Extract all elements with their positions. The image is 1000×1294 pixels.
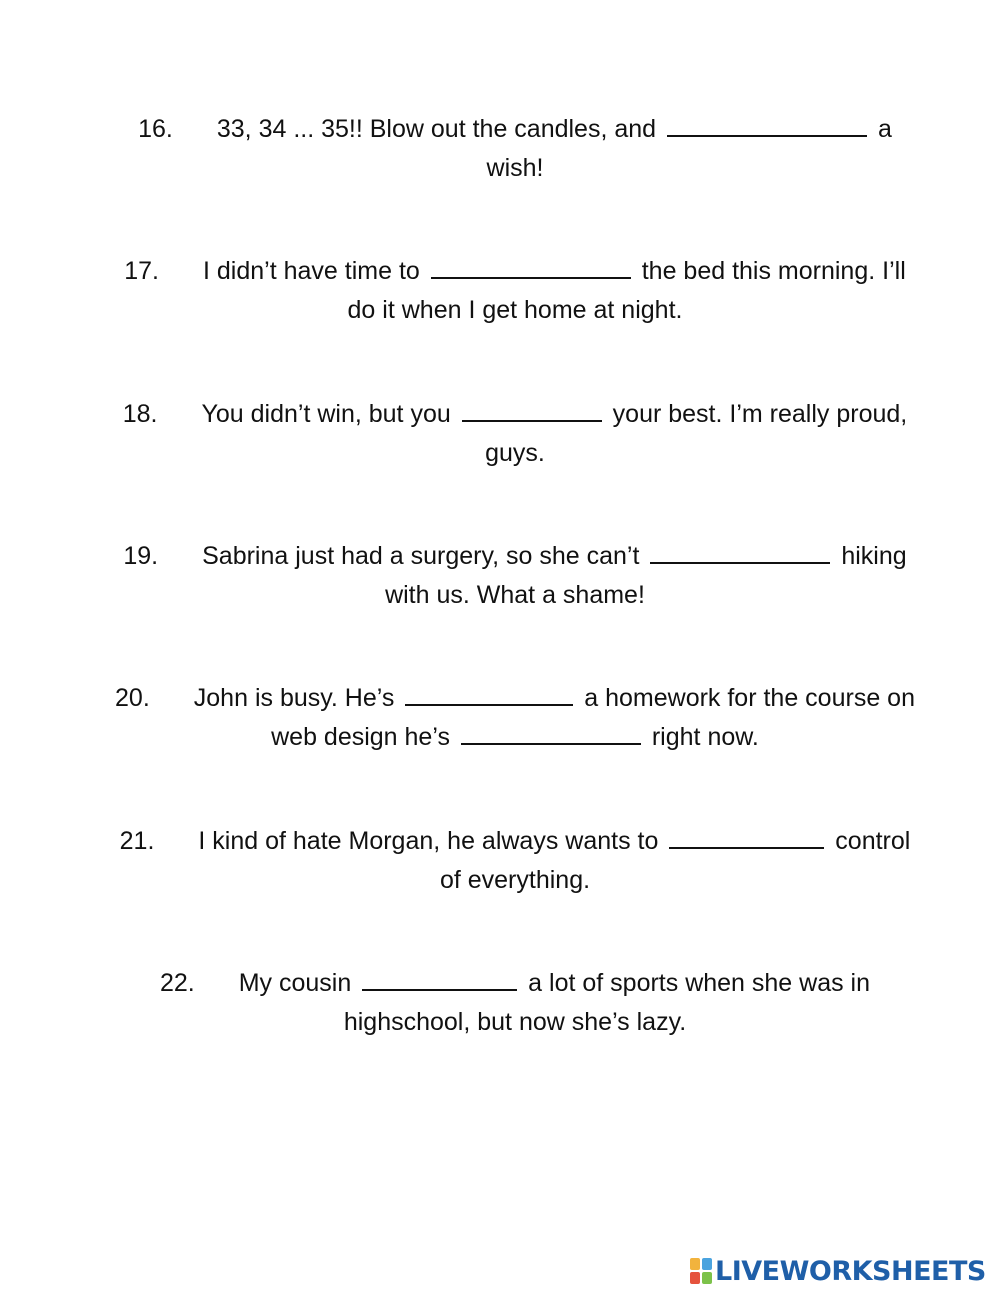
question-line <box>80 110 950 149</box>
question-text: your best. I’m really proud, <box>612 400 908 428</box>
question-line <box>80 395 950 434</box>
answer-blank[interactable] <box>650 540 830 564</box>
logo-tile <box>702 1272 712 1284</box>
question-text: a <box>877 115 892 143</box>
question-line <box>80 252 950 291</box>
liveworksheets-logo[interactable] <box>690 1254 986 1288</box>
logo-text: LIVEWORKSHEETS <box>715 1255 986 1287</box>
answer-blank[interactable] <box>669 825 824 849</box>
question-18 <box>80 395 950 473</box>
answer-blank[interactable] <box>405 682 573 706</box>
question-text: with us. What a shame! <box>385 581 645 609</box>
question-number: 20. <box>115 684 150 712</box>
question-text: I didn’t have time to <box>203 257 420 285</box>
answer-blank[interactable] <box>461 721 641 745</box>
question-20 <box>80 679 950 757</box>
question-line <box>80 822 950 861</box>
logo-tile <box>690 1272 700 1284</box>
question-line <box>80 964 950 1003</box>
answer-blank[interactable] <box>462 398 602 422</box>
question-text: control <box>835 827 911 855</box>
question-text: web design he’s <box>271 723 450 751</box>
question-16 <box>80 110 950 188</box>
question-text: Sabrina just had a surgery, so she can’t <box>202 542 640 570</box>
question-text: of everything. <box>439 866 591 894</box>
logo-tile <box>702 1258 712 1270</box>
question-number: 18. <box>122 400 158 428</box>
question-number: 22. <box>159 969 195 997</box>
question-line <box>80 679 950 718</box>
question-number: 21. <box>119 827 155 855</box>
question-text: wish! <box>486 154 544 182</box>
logo-tile <box>690 1258 700 1270</box>
liveworksheets-logo-icon <box>690 1258 712 1284</box>
question-19 <box>80 537 950 615</box>
question-number: 16. <box>138 115 173 143</box>
question-text: right now. <box>651 723 759 751</box>
question-17 <box>80 252 950 330</box>
question-21 <box>80 822 950 900</box>
answer-blank[interactable] <box>431 255 631 279</box>
question-text: My cousin <box>238 969 352 997</box>
question-text: the bed this morning. I’ll <box>641 257 906 285</box>
question-text: highschool, but now she’s lazy. <box>343 1008 687 1036</box>
question-line <box>80 718 950 757</box>
question-number: 17. <box>124 257 160 285</box>
question-line <box>80 537 950 576</box>
question-text: You didn’t win, but you <box>201 400 451 428</box>
answer-blank[interactable] <box>667 113 867 137</box>
question-text: hiking <box>841 542 907 570</box>
question-number: 19. <box>123 542 159 570</box>
question-text: a lot of sports when she was in <box>528 969 871 997</box>
answer-blank[interactable] <box>362 967 517 991</box>
question-text: I kind of hate Morgan, he always wants to <box>198 827 659 855</box>
question-text: a homework for the course on <box>584 684 915 712</box>
question-text: John is busy. He’s <box>193 684 395 712</box>
question-text: guys. <box>485 439 545 467</box>
question-text: do it when I get home at night. <box>347 296 683 324</box>
question-22 <box>80 964 950 1042</box>
question-text: 33, 34 ... 35!! Blow out the candles, and <box>216 115 657 143</box>
